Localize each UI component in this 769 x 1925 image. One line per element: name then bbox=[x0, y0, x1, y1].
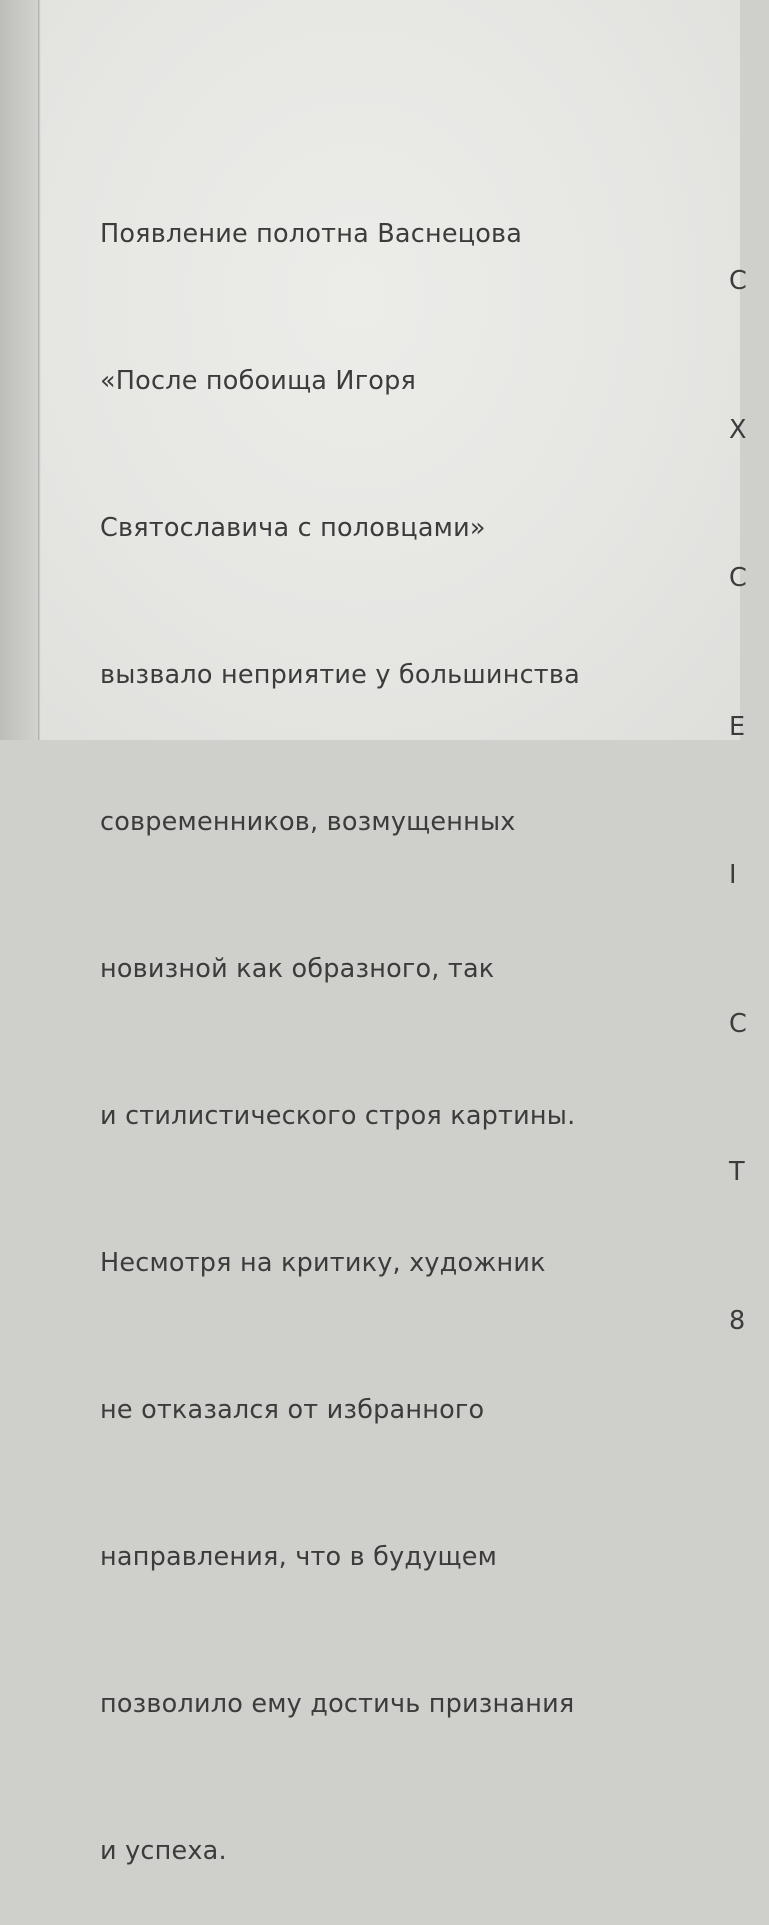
plaque-line: новизной как образного, так bbox=[100, 954, 495, 984]
fragment-char: С bbox=[729, 563, 747, 593]
plaque-line: современников, возмущенных bbox=[100, 807, 516, 837]
plaque-line: и стилистического строя картины. bbox=[100, 1101, 576, 1131]
fragment-char: Е bbox=[729, 711, 746, 742]
plaque-line: «После побоища Игоря bbox=[100, 366, 417, 396]
plaque-line: направления, что в будущем bbox=[100, 1542, 498, 1572]
fragment-char: 8 bbox=[729, 1305, 746, 1336]
fragment-char: С bbox=[729, 1008, 747, 1039]
fragment-char: І bbox=[729, 860, 737, 890]
fragment-char: С bbox=[729, 266, 747, 296]
next-column-fragments bbox=[729, 158, 769, 1396]
plaque-line: не отказался от избранного bbox=[100, 1395, 485, 1425]
plaque-line: вызвало неприятие у большинства bbox=[100, 660, 580, 690]
wall-background bbox=[0, 0, 40, 740]
plaque-line: позволило ему достичь признания bbox=[100, 1689, 575, 1719]
fragment-char: Х bbox=[729, 414, 747, 445]
plaque-line: Святославича с половцами» bbox=[100, 513, 486, 543]
fragment-char: Т bbox=[729, 1157, 745, 1187]
plaque-line: Появление полотна Васнецова bbox=[100, 219, 523, 249]
plaque-text bbox=[100, 112, 700, 1925]
plaque-line: Несмотря на критику, художник bbox=[100, 1248, 546, 1278]
plaque-line: и успеха. bbox=[100, 1836, 227, 1866]
